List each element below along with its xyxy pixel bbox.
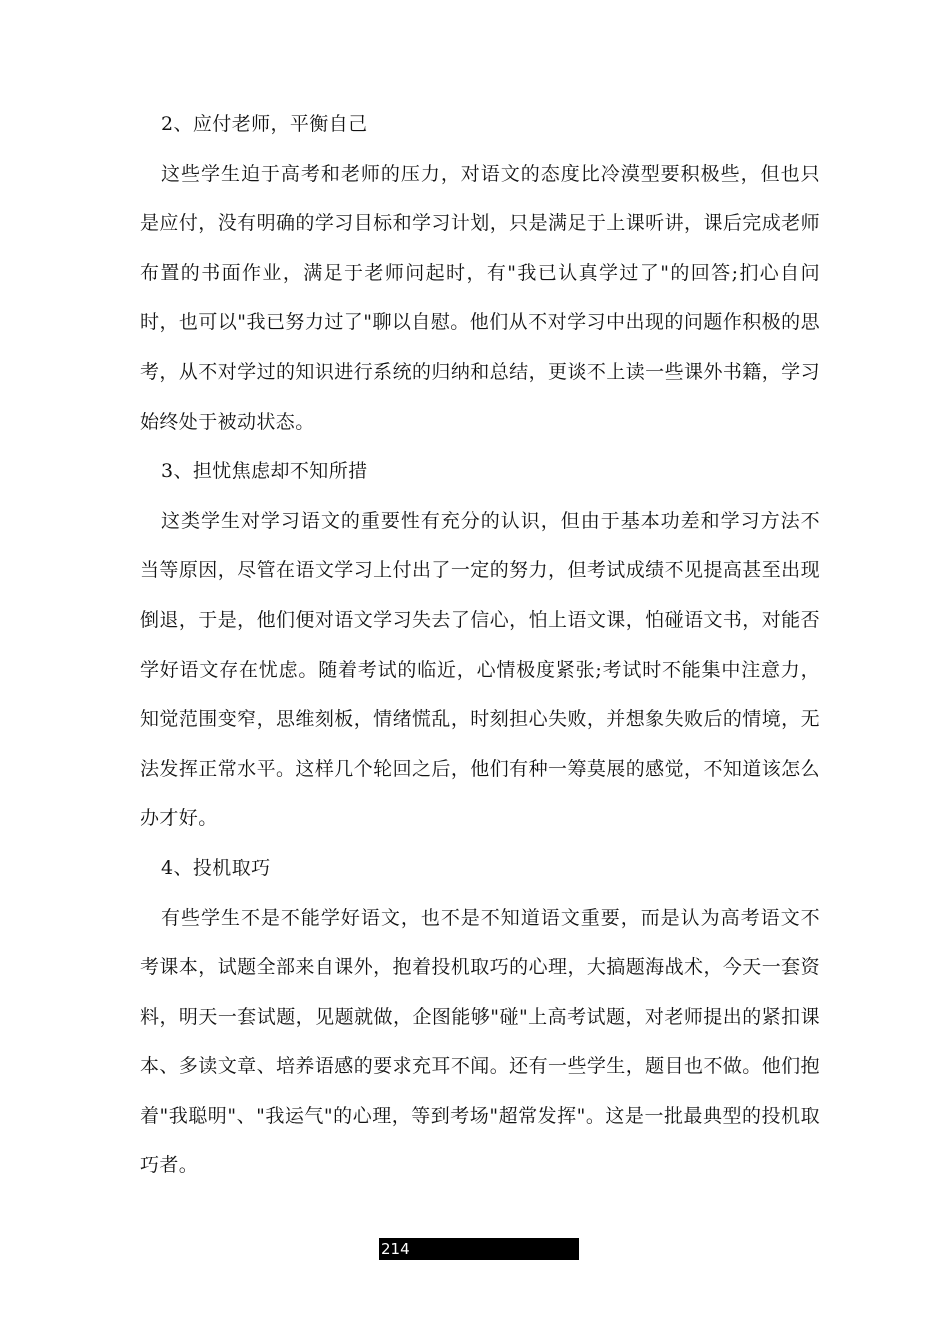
section-paragraph-4: 有些学生不是不能学好语文，也不是不知道语文重要，而是认为高考语文不考课本，试题全部来自课外，抱着投机取巧的心理，大搞题海战术，今天一套资料，明天一套试题，见题就做，企图能够"碰"上高考试题，对老师提出的紧扣课本、多读文章、培养语感的要求充耳不闻。还有一些学生，题目也不做。他们抱着"我聪明"、"我运气"的心理，等到考场"超常发挥"。这是一批最典型的投机取巧者。 [140, 906, 820, 1177]
section-paragraph-3: 这类学生对学习语文的重要性有充分的认识，但由于基本功差和学习方法不当等原因，尽管在语文学习上付出了一定的努力，但考试成绩不见提高甚至出现倒退，于是，他们便对语文学习失去了信心，怕上语文课，怕碰语文书，对能否学好语文存在忧虑。随着考试的临近，心情极度紧张;考试时不能集中注意力，知觉范围变窄，思维刻板，情绪慌乱，时刻担心失败，并想象失败后的情境，无法发挥正常水平。这样几个轮回之后，他们有种一筹莫展的感觉，不知道该怎么办才好。 [140, 509, 820, 830]
section-heading-2: 2、应付老师，平衡自己 [161, 113, 368, 135]
section-paragraph-2: 这些学生迫于高考和老师的压力，对语文的态度比冷漠型要积极些，但也只是应付，没有明确的学习目标和学习计划，只是满足于上课听讲，课后完成老师布置的书面作业，满足于老师问起时，有"我已认真学过了"的回答;扪心自问时，也可以"我已努力过了"聊以自慰。他们从不对学习中出现的问题作积极的思考，从不对学过的知识进行系统的归纳和总结，更谈不上读一些课外书籍，学习始终处于被动状态。 [140, 162, 820, 433]
document-body [140, 100, 820, 1191]
section-heading-4: 4、投机取巧 [161, 856, 271, 879]
section-heading-3: 3、担忧焦虑却不知所措 [161, 460, 368, 483]
page-number: 214 [381, 1240, 410, 1258]
page-number-bar [379, 1238, 579, 1260]
